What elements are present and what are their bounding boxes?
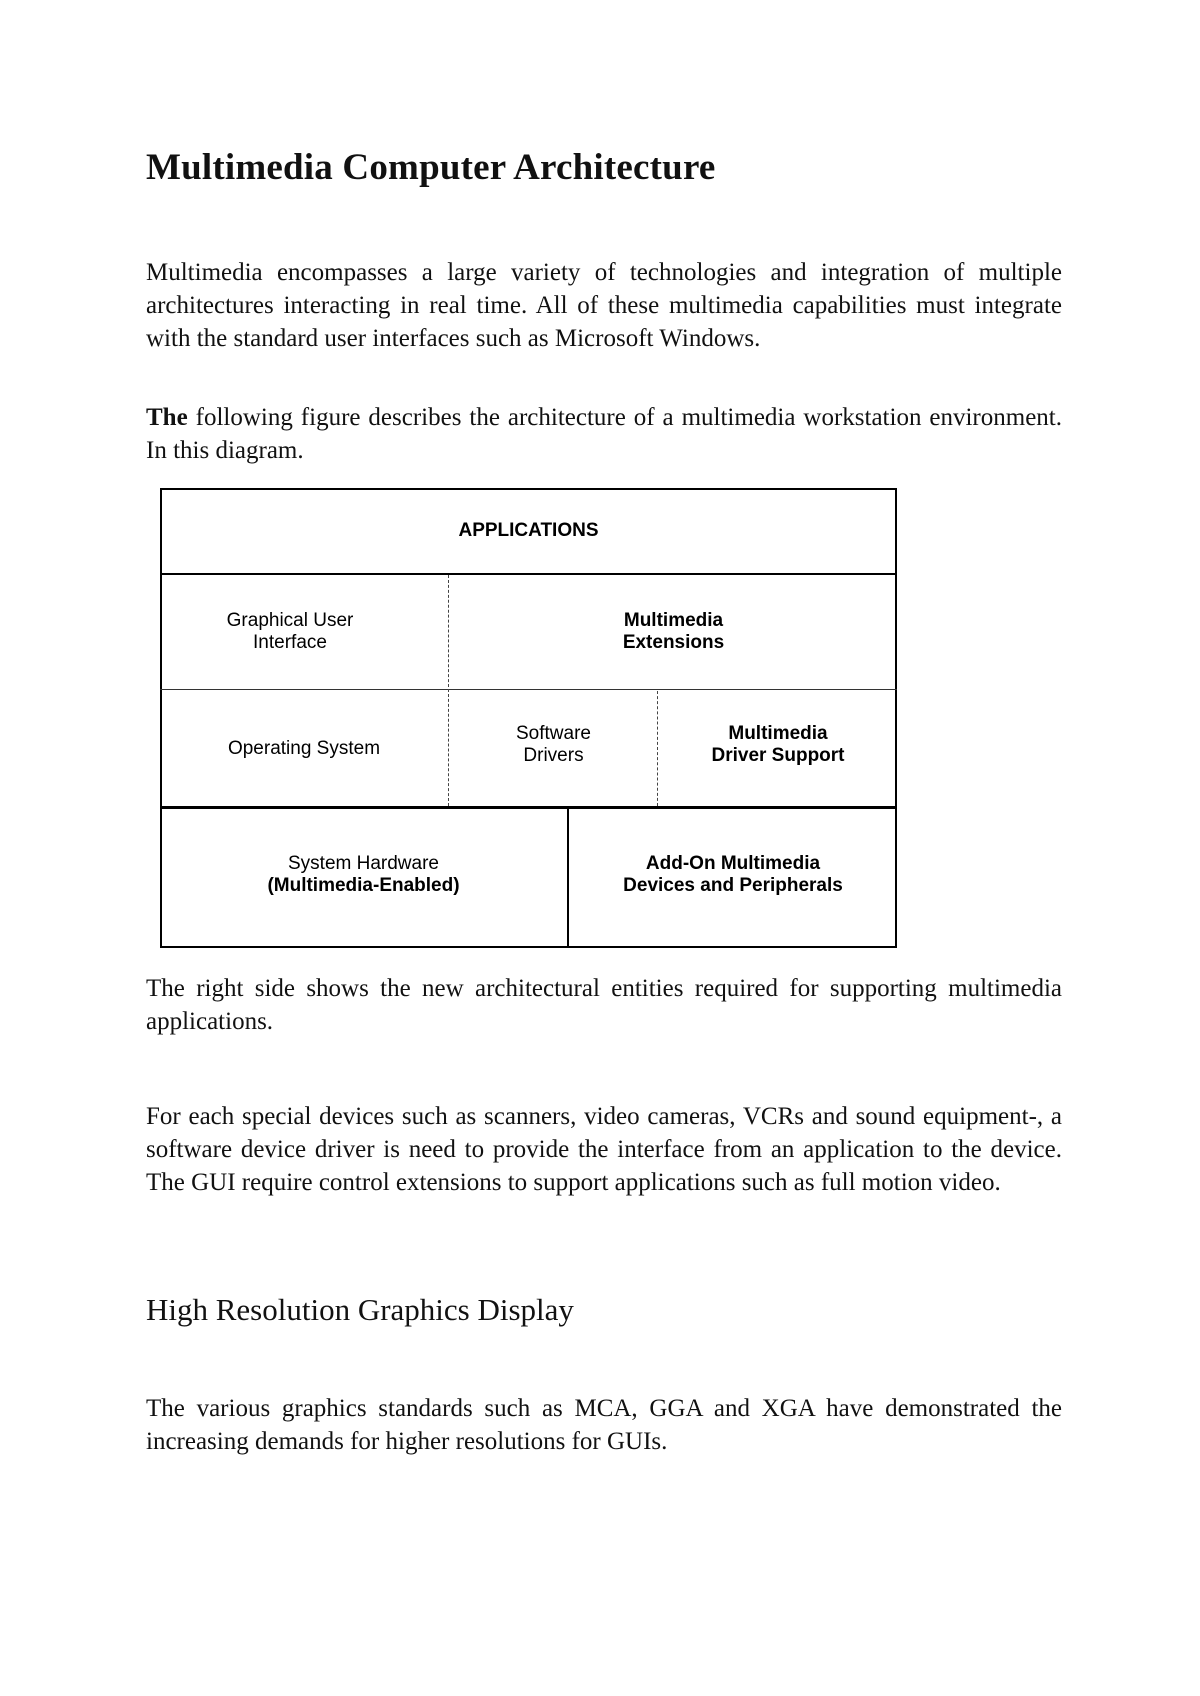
software-drivers-block: Software Drivers [516,723,591,766]
operating-system-block: Operating System [227,737,381,759]
gui-block: Graphical User Interface [226,610,354,653]
multimedia-extensions-block: Multimedia Extensions [622,610,725,653]
device-driver-paragraph: For each special devices such as scanners, video cameras, VCRs and sound equipment-, a software device driver is need to provide the interface from an application to the device. The GUI require control extensions to support applications such as full motion video. [146,1103,1062,1196]
addon-devices-block: Add-On Multimedia Devices and Peripherals [623,853,843,896]
graphics-standards-paragraph: The various graphics standards such as MCA, GGA and XGA have demonstrated the increasing demands for higher resolutions for GUIs. [146,1395,1062,1455]
dashed-divider-right [657,691,658,806]
figure-intro-paragraph [146,401,1062,467]
figure-intro-text: following figure describes the architecture of a multimedia workstation environment. In this diagram. [146,404,1062,464]
divider-gui-os [160,689,897,690]
intro-paragraph: Multimedia encompasses a large variety of technologies and integration of multiple architectures interacting in real time. All of these multimedia capabilities must integrate with the standard user interfaces such as Microsoft Windows. [146,259,1062,352]
figure-intro-lead: The [146,404,188,431]
architecture-diagram [160,488,897,948]
dashed-divider-left [448,575,449,806]
page-title: Multimedia Computer Architecture [146,147,716,188]
applications-layer: APPLICATIONS [458,519,599,541]
system-hardware-block: System Hardware (Multimedia-Enabled) [267,853,460,896]
section-heading: High Resolution Graphics Display [146,1292,574,1327]
right-side-paragraph: The right side shows the new architectural entities required for supporting multimedia applications. [146,975,1062,1035]
multimedia-driver-support-block: Multimedia Driver Support [711,723,845,766]
